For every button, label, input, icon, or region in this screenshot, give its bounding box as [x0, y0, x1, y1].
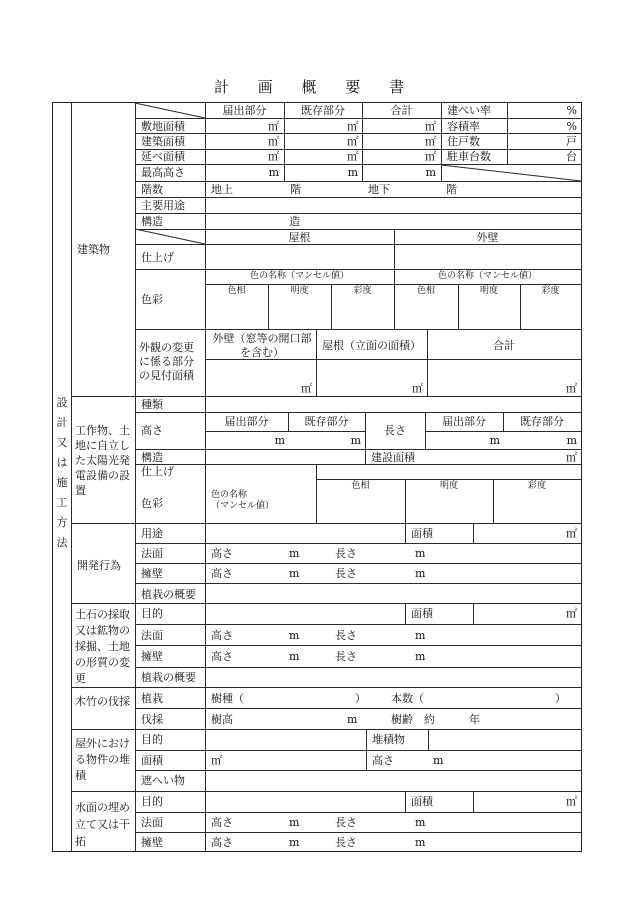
dev-area-label: 面積	[411, 527, 433, 540]
facade-total-header: 合計	[493, 339, 515, 352]
unit: ㎡	[347, 150, 358, 163]
row-max-height: 最高高さ	[141, 166, 185, 179]
color-name-wall: 色の名称（マンセル値）	[437, 271, 537, 281]
solar-col-existing: 既存部分	[520, 415, 564, 428]
unit: m	[289, 567, 300, 580]
value-label: 明度	[290, 286, 309, 296]
unit: m	[415, 836, 426, 849]
unit: m	[425, 166, 436, 179]
earth-area-label: 面積	[411, 607, 433, 620]
unit: ㎡	[425, 120, 436, 133]
structure-label: 構造	[141, 215, 163, 228]
building-label: 建築物	[77, 243, 110, 256]
col-existing: 既存部分	[301, 104, 345, 117]
color-name-roof: 色の名称（マンセル値）	[249, 271, 349, 281]
dev-planting-label: 植栽の概要	[141, 588, 196, 601]
unit: ㎡	[566, 451, 577, 464]
unit: ㎡	[566, 795, 577, 808]
facade-roof-header: 屋根（立面の面積）	[322, 339, 421, 352]
solar-color-label: 色彩	[141, 497, 163, 510]
unit: m	[415, 650, 426, 663]
unit: m	[415, 567, 426, 580]
floors-label: 階数	[141, 183, 163, 196]
solar-label: 工作物、土地に自立した太陽光発電設備の設置	[75, 424, 130, 497]
row-building-area: 建築面積	[141, 135, 185, 148]
value-label: 明度	[439, 481, 458, 491]
screen-label: 遮へい物	[141, 774, 185, 787]
finish-label: 仕上げ	[141, 251, 174, 264]
cutting-label: 伐採	[141, 713, 163, 726]
unit: ㎡	[347, 135, 358, 148]
below-ground: 地下	[368, 183, 390, 196]
unit: m	[347, 713, 358, 726]
unit: m	[489, 434, 500, 447]
chroma-label: 彩度	[527, 481, 546, 491]
height-label: 高さ	[211, 629, 233, 642]
storage-height-label: 高さ	[372, 754, 394, 767]
height-label: 高さ	[211, 567, 233, 580]
height-label: 高さ	[211, 836, 233, 849]
design-method-label: 設計又は施工方法	[56, 396, 68, 549]
dev-use-label: 用途	[141, 527, 163, 540]
facade-wall-header: 外壁（窓等の開口部を含む）	[212, 332, 312, 359]
reclaim-wall-label: 擁壁	[141, 836, 163, 849]
finish-diagonal	[135, 229, 205, 244]
floor-ratio-label: 容積率	[447, 120, 480, 133]
unit: ㎡	[425, 150, 436, 163]
main-use-label: 主要用途	[141, 199, 185, 212]
dev-slope-label: 法面	[141, 547, 163, 560]
unit: m	[433, 754, 444, 767]
solar-col-reported: 届出部分	[442, 415, 486, 428]
unit: ㎡	[566, 607, 577, 620]
solar-length-label: 長さ	[384, 424, 406, 437]
unit: m	[289, 650, 300, 663]
length-label: 長さ	[335, 567, 357, 580]
reclaim-purpose-label: 目的	[141, 795, 163, 808]
dev-wall-label: 擁壁	[141, 567, 163, 580]
facade-area-label: 外観の変更に係る部分の見付面積	[139, 341, 194, 382]
dwelling-count-label: 住戸数	[447, 135, 480, 148]
storage-area-label: 面積	[141, 754, 163, 767]
unit: ㎡	[301, 382, 312, 395]
chroma-label: 彩度	[353, 286, 372, 296]
height-label: 高さ	[211, 547, 233, 560]
unit: m	[415, 547, 426, 560]
unit: m	[415, 816, 426, 829]
earth-wall-label: 擁壁	[141, 650, 163, 663]
height-label: 高さ	[211, 816, 233, 829]
hue-label: 色相	[351, 481, 370, 491]
count-close: ）	[555, 692, 566, 705]
reclaim-label: 水面の埋め立て又は干拓	[75, 801, 130, 848]
length-label: 長さ	[335, 547, 357, 560]
reclaim-area-label: 面積	[411, 795, 433, 808]
unit: ㎡	[268, 135, 279, 148]
above-ground: 地上	[211, 183, 233, 196]
reclaim-slope-label: 法面	[141, 816, 163, 829]
unit: %	[566, 104, 577, 117]
structure-unit: 造	[289, 215, 300, 228]
row-site-area: 敷地面積	[141, 120, 185, 133]
storage-label: 屋外における物件の堆積	[75, 737, 130, 782]
unit: m	[566, 434, 577, 447]
solar-finish-label: 仕上げ	[141, 465, 174, 478]
parking-count-label: 駐車台数	[447, 150, 491, 163]
tree-height-label: 樹高	[211, 713, 233, 726]
species-label: 樹種（	[211, 692, 244, 705]
document-title: 計 画 概 要 書	[213, 78, 417, 96]
age-label: 樹齢 約	[391, 713, 435, 726]
planting-label: 植栽	[141, 692, 163, 705]
height-label: 高さ	[211, 650, 233, 663]
type-label: 種類	[141, 398, 163, 411]
unit: m	[289, 629, 300, 642]
length-label: 長さ	[335, 836, 357, 849]
storage-purpose-label: 目的	[141, 733, 163, 746]
solar-color-name: 色の名称 （マンセル値）	[211, 490, 275, 511]
coverage-ratio-label: 建ぺい率	[447, 104, 491, 117]
species-close: ）	[355, 692, 366, 705]
unit: m	[274, 434, 285, 447]
floor-unit: 階	[290, 183, 301, 196]
floor-unit: 階	[446, 183, 457, 196]
solar-col-reported: 届出部分	[224, 415, 269, 428]
unit: m	[350, 434, 361, 447]
pile-label: 堆積物	[372, 733, 405, 746]
earth-purpose-label: 目的	[141, 607, 163, 620]
unit: ㎡	[566, 527, 577, 540]
length-label: 長さ	[335, 629, 357, 642]
color-label: 色彩	[141, 293, 163, 306]
unit: ㎡	[268, 150, 279, 163]
value-label: 明度	[479, 286, 498, 296]
length-label: 長さ	[335, 816, 357, 829]
year-unit: 年	[469, 713, 480, 726]
ratio-diagonal	[441, 165, 581, 181]
col-total: 合計	[390, 104, 413, 117]
col-reported: 届出部分	[222, 104, 267, 117]
unit: 台	[566, 150, 577, 163]
header-diagonal	[135, 103, 205, 118]
chroma-label: 彩度	[541, 286, 560, 296]
unit: m	[268, 166, 279, 179]
roof-header: 屋根	[288, 231, 311, 244]
unit: ㎡	[268, 120, 279, 133]
construction-area-label: 建設面積	[371, 451, 415, 464]
hue-label: 色相	[227, 286, 246, 296]
unit: %	[566, 120, 577, 133]
earth-planting-label: 植栽の概要	[141, 671, 196, 684]
unit: ㎡	[412, 382, 423, 395]
wall-header: 外壁	[476, 231, 499, 244]
solar-structure-label: 構造	[141, 451, 163, 464]
unit: m	[289, 547, 300, 560]
development-label: 開発行為	[77, 559, 121, 572]
unit: m	[415, 629, 426, 642]
row-floor-area: 延べ面積	[141, 150, 185, 163]
unit: 戸	[566, 135, 577, 148]
length-label: 長さ	[335, 650, 357, 663]
unit: m	[289, 816, 300, 829]
trees-label: 木竹の伐採	[75, 695, 130, 708]
unit: ㎡	[211, 754, 222, 767]
earth-label: 土石の採取又は鉱物の採掘、土地の形質の変更	[75, 608, 130, 685]
plan-summary-form	[52, 102, 582, 852]
count-label: 本数（	[391, 692, 424, 705]
solar-height-label: 高さ	[141, 424, 163, 437]
unit: m	[347, 166, 358, 179]
hue-label: 色相	[416, 286, 435, 296]
earth-slope-label: 法面	[141, 629, 163, 642]
unit: ㎡	[425, 135, 436, 148]
solar-col-existing: 既存部分	[304, 415, 349, 428]
unit: ㎡	[566, 382, 577, 395]
unit: m	[289, 836, 300, 849]
unit: ㎡	[347, 120, 358, 133]
